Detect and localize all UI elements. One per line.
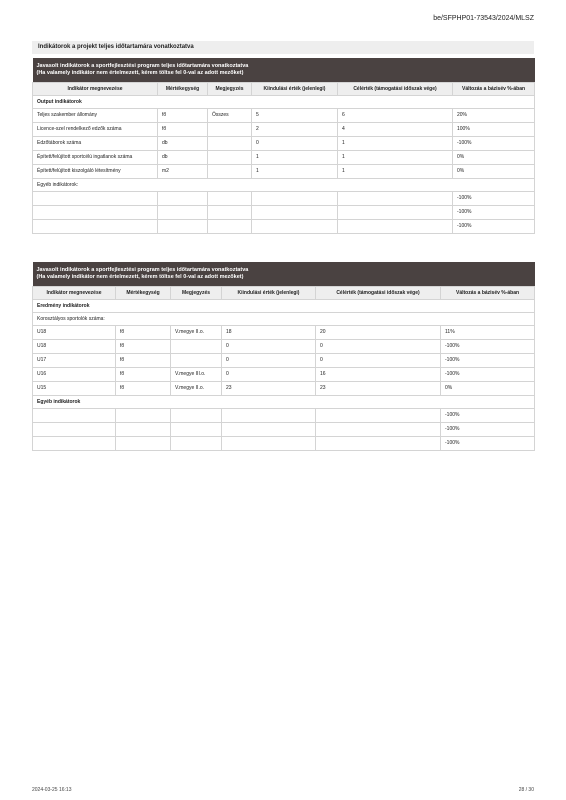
table-cell: V.megye II.o. xyxy=(171,325,222,339)
table-cell: 2 xyxy=(252,122,338,136)
table-cell: fő xyxy=(116,353,171,367)
table-cell xyxy=(116,422,171,436)
table-cell: 20% xyxy=(453,108,535,122)
table-row xyxy=(33,205,535,219)
table-row xyxy=(33,136,535,150)
table-row xyxy=(33,150,535,164)
column-header: Mértékegység xyxy=(158,82,208,95)
table-cell: V.megye II.o. xyxy=(171,381,222,395)
table-cell xyxy=(338,191,453,205)
table-cell: 4 xyxy=(338,122,453,136)
table-cell xyxy=(316,436,441,450)
table-cell: -100% xyxy=(441,422,535,436)
table-row xyxy=(33,164,535,178)
table-cell: -100% xyxy=(453,205,535,219)
table-cell: 0 xyxy=(316,339,441,353)
table-cell xyxy=(33,219,158,233)
table-cell: 0% xyxy=(453,150,535,164)
column-header: Indikátor megnevezése xyxy=(33,82,158,95)
table-cell: 18 xyxy=(222,325,316,339)
table-row xyxy=(33,367,535,381)
column-header-row xyxy=(33,82,535,95)
table-row xyxy=(33,422,535,436)
table-cell: U15 xyxy=(33,381,116,395)
table-cell: 0 xyxy=(222,339,316,353)
table-cell xyxy=(208,219,252,233)
table-cell: -100% xyxy=(453,219,535,233)
table-cell: 23 xyxy=(316,381,441,395)
table-cell: 11% xyxy=(441,325,535,339)
column-header-row xyxy=(33,286,535,299)
table-cell: Teljes szakember állomány xyxy=(33,108,158,122)
table-row xyxy=(33,353,535,367)
table-cell xyxy=(208,191,252,205)
table-row xyxy=(33,108,535,122)
table-cell xyxy=(222,436,316,450)
table-cell: -100% xyxy=(453,136,535,150)
table-cell: fő xyxy=(116,339,171,353)
table-cell: 0% xyxy=(453,164,535,178)
table-cell: Edzőtáborok száma xyxy=(33,136,158,150)
column-header: Célérték (támogatási időszak vége) xyxy=(338,82,453,95)
table-cell: Épített/felújított sportcélú ingatlanok száma xyxy=(33,150,158,164)
table-cell: V.megye III.o. xyxy=(171,367,222,381)
table-cell: fő xyxy=(116,367,171,381)
table-cell: 6 xyxy=(338,108,453,122)
section-title: Indikátorok a projekt teljes időtartamára vonatkoztatva xyxy=(32,41,534,54)
age-group-label-row xyxy=(33,312,535,325)
table-cell xyxy=(222,408,316,422)
table-cell xyxy=(208,164,252,178)
table-row xyxy=(33,191,535,205)
table-cell: U17 xyxy=(33,353,116,367)
footer-timestamp: 2024-03-25 16:13 xyxy=(32,787,72,793)
table-cell: 0 xyxy=(316,353,441,367)
table-row xyxy=(33,436,535,450)
table-cell: fő xyxy=(158,108,208,122)
group-label-row xyxy=(33,95,535,108)
column-header: Kiindulási érték (jelenlegi) xyxy=(222,286,316,299)
group-label: Output indikátorok xyxy=(33,95,535,108)
document-reference: be/SFPHP01-73543/2024/MLSZ xyxy=(433,15,534,22)
table-cell xyxy=(171,408,222,422)
table-cell xyxy=(316,408,441,422)
table-row xyxy=(33,339,535,353)
table-cell xyxy=(208,150,252,164)
table-cell xyxy=(158,191,208,205)
table-cell xyxy=(208,205,252,219)
table-cell xyxy=(33,191,158,205)
table-cell: 5 xyxy=(252,108,338,122)
table-cell: -100% xyxy=(453,191,535,205)
table-cell xyxy=(222,422,316,436)
table-row xyxy=(33,408,535,422)
table-cell: 1 xyxy=(338,150,453,164)
table-cell: 23 xyxy=(222,381,316,395)
result-indicator-table xyxy=(32,262,535,451)
group-label-row xyxy=(33,299,535,312)
table-cell xyxy=(252,219,338,233)
table-cell: Összes xyxy=(208,108,252,122)
table-cell: 16 xyxy=(316,367,441,381)
table-cell: 100% xyxy=(453,122,535,136)
table-cell: -100% xyxy=(441,367,535,381)
table-header-banner xyxy=(33,58,535,82)
table-cell xyxy=(171,436,222,450)
other-indicators-label: Egyéb indikátorok: xyxy=(33,178,535,191)
other-indicators-label: Egyéb indikátorok xyxy=(33,395,535,408)
table-cell: U18 xyxy=(33,325,116,339)
column-header: Kiindulási érték (jelenlegi) xyxy=(252,82,338,95)
table-cell xyxy=(338,205,453,219)
table-cell: 0 xyxy=(222,353,316,367)
table-cell xyxy=(116,408,171,422)
table-cell xyxy=(252,191,338,205)
column-header: Változás a bázisév %-ában xyxy=(441,286,535,299)
table-cell xyxy=(338,219,453,233)
table-cell: m2 xyxy=(158,164,208,178)
table-cell: db xyxy=(158,136,208,150)
column-header: Célérték (támogatási időszak vége) xyxy=(316,286,441,299)
table-cell xyxy=(208,122,252,136)
table-cell: U18 xyxy=(33,339,116,353)
output-indicator-table xyxy=(32,58,535,234)
column-header: Indikátor megnevezése xyxy=(33,286,116,299)
table-cell: 1 xyxy=(252,150,338,164)
footer-page-number: 28 / 30 xyxy=(518,787,534,793)
table-cell: fő xyxy=(116,325,171,339)
table-cell: fő xyxy=(158,122,208,136)
table-cell: 1 xyxy=(338,136,453,150)
table-cell: Épített/felújított kiszolgáló létesítmény xyxy=(33,164,158,178)
table-row xyxy=(33,219,535,233)
table-cell: -100% xyxy=(441,436,535,450)
table-header-line1: Javasolt indikátorok a sportfejlesztési program teljes időtartamára vonatkoztatva xyxy=(36,266,249,273)
table-cell: 0% xyxy=(441,381,535,395)
table-cell: 1 xyxy=(338,164,453,178)
table-cell xyxy=(171,422,222,436)
table-cell: 20 xyxy=(316,325,441,339)
table-cell: 1 xyxy=(252,164,338,178)
table-cell xyxy=(208,136,252,150)
table-cell xyxy=(252,205,338,219)
column-header: Mértékegység xyxy=(116,286,171,299)
table-row xyxy=(33,325,535,339)
other-indicators-row xyxy=(33,395,535,408)
table-cell xyxy=(33,436,116,450)
table-row xyxy=(33,381,535,395)
other-indicators-row xyxy=(33,178,535,191)
column-header: Változás a bázisév %-ában xyxy=(453,82,535,95)
table-cell xyxy=(171,339,222,353)
table-cell: Licence-szel rendelkező edzők száma xyxy=(33,122,158,136)
table-cell: -100% xyxy=(441,353,535,367)
table-row xyxy=(33,122,535,136)
table-cell xyxy=(316,422,441,436)
column-header: Megjegyzés xyxy=(171,286,222,299)
table-cell xyxy=(171,353,222,367)
table-cell xyxy=(33,205,158,219)
table-cell: 0 xyxy=(222,367,316,381)
table-cell: -100% xyxy=(441,408,535,422)
table-cell xyxy=(158,205,208,219)
group-label: Eredmény indikátorok xyxy=(33,299,535,312)
table-cell: fő xyxy=(116,381,171,395)
table-cell xyxy=(116,436,171,450)
age-group-label: Korosztályos sportolók száma: xyxy=(33,312,535,325)
table-header-line2: (Ha valamely indikátor nem értelmezett, kérem töltse fel 0-val az adott mezőket) xyxy=(36,273,244,280)
column-header: Megjegyzés xyxy=(208,82,252,95)
table-header-line2: (Ha valamely indikátor nem értelmezett, kérem töltse fel 0-val az adott mezőket) xyxy=(36,69,244,76)
table-cell: db xyxy=(158,150,208,164)
table-cell: -100% xyxy=(441,339,535,353)
table-cell xyxy=(33,408,116,422)
table-cell xyxy=(158,219,208,233)
table-cell: U16 xyxy=(33,367,116,381)
table-cell xyxy=(33,422,116,436)
table-cell: 0 xyxy=(252,136,338,150)
table-header-line1: Javasolt indikátorok a sportfejlesztési program teljes időtartamára vonatkoztatva xyxy=(36,62,249,69)
table-header-banner xyxy=(33,262,535,286)
